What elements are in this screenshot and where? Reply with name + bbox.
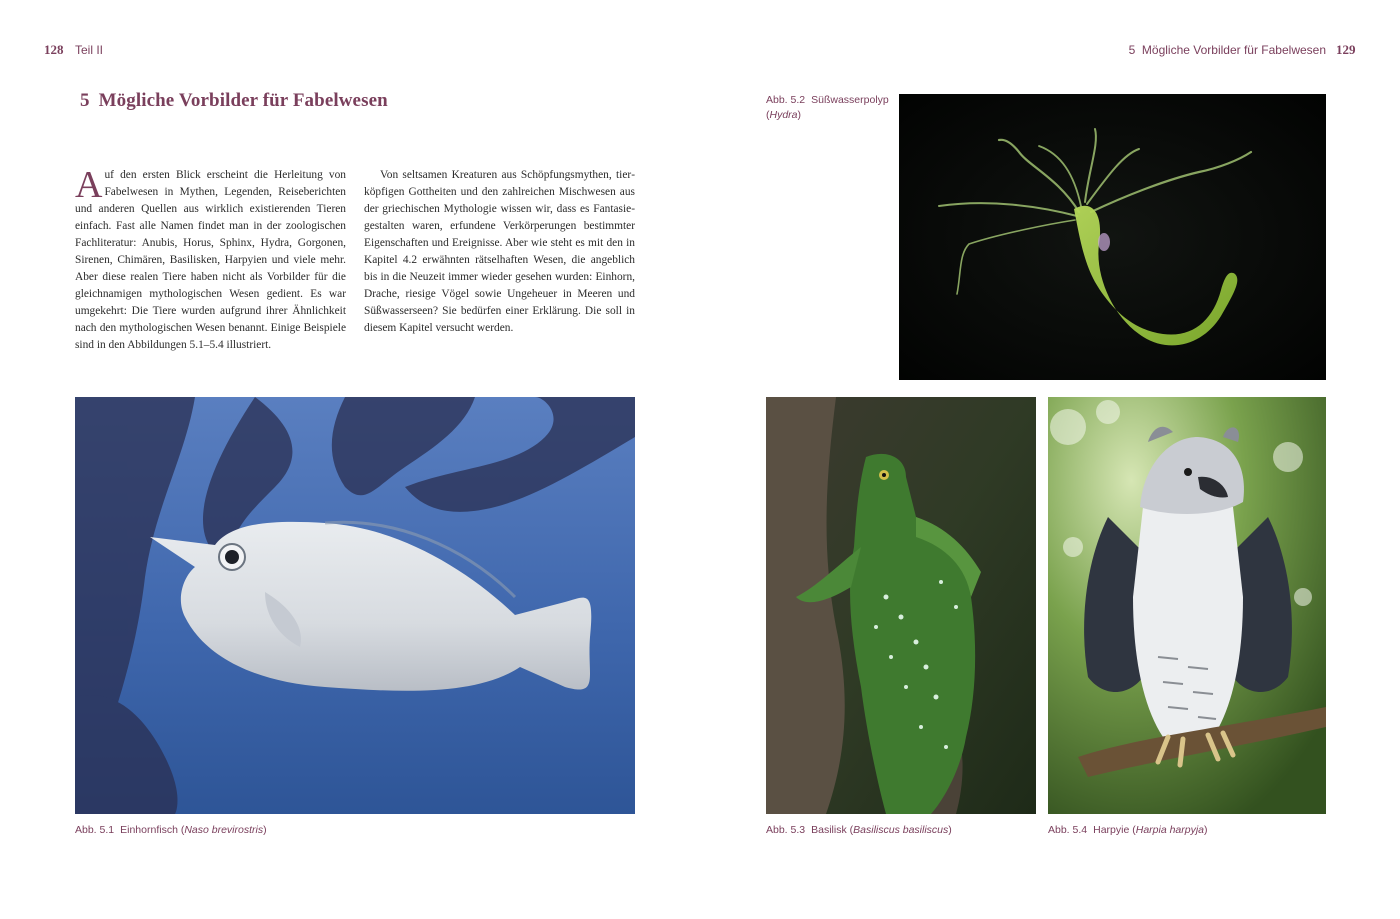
chapter-number: 5: [80, 90, 90, 111]
harpy-eagle-photo: [1048, 397, 1326, 814]
figure-caption-5-2: Abb. 5.2 Süßwasserpolyp (Hydra): [766, 94, 889, 121]
figure-caption-5-3: Abb. 5.3 Basilisk (Basiliscus basiliscus): [766, 824, 952, 836]
figure-label: Abb. 5.4: [1048, 824, 1088, 836]
figure-latin-name: Basiliscus basiliscus: [853, 824, 949, 836]
body-column-1: [75, 164, 346, 354]
figure-label: Abb. 5.3: [766, 824, 806, 836]
right-running-head: 5 Mögliche Vorbilder für Fabelwesen: [1128, 43, 1326, 57]
drop-cap: A: [75, 164, 103, 206]
right-page-number: 129: [1336, 42, 1356, 57]
left-running-head: Teil II: [75, 43, 104, 57]
figure-latin-name: Harpia harpyja: [1135, 824, 1205, 836]
left-page-number: 128: [44, 42, 64, 57]
figure-caption-5-4: Abb. 5.4 Harpyie (Harpia harpyja): [1048, 824, 1208, 836]
chapter-title-text: Mögliche Vorbilder für Fabelwesen: [98, 90, 388, 111]
figure-name: Einhornfisch: [120, 824, 178, 836]
basilisk-photo: [766, 397, 1036, 814]
figure-name: Harpyie: [1093, 824, 1130, 836]
chapter-title: [80, 90, 388, 112]
figure-name: Basilisk: [811, 824, 847, 836]
figure-caption-5-1: Abb. 5.1 Einhornfisch (Naso brevirostris): [75, 824, 267, 836]
figure-label: Abb. 5.1: [75, 824, 115, 836]
hydra-photo: [899, 94, 1326, 380]
body-column-2: [364, 167, 635, 337]
figure-label: Abb. 5.2: [766, 94, 806, 106]
column-2-text: Von seltsamen Kreaturen aus Schöpfungsmythen, tierköpfigen Gottheiten und den zahlreichen Mischwesen aus der griechischen Mythologie wissen wir, dass es Fantasiegestalten waren, erfundene Verkörperungen bestimmter Eigenschaften und Ereignisse. Aber wie steht es mit den in Kapitel 4.2 erwähnten rätselhaften Wesen, die angeblich bis in die Neuzeit immer wieder gesehen wurden: Einhorn, Drache, riesige Vögel sowie Ungeheuer in Meeren und Süßwasserseen? Sie bedürfen einer Erklärung. Die soll in diesem Kapitel versucht werden.: [364, 169, 635, 334]
figure-name: Süßwasserpolyp: [811, 94, 889, 106]
unicornfish-photo: [75, 397, 635, 814]
figure-latin-name: Naso brevirostris: [184, 824, 264, 836]
figure-latin-name: Hydra: [769, 109, 798, 121]
column-1-text: uf den ersten Blick erscheint die Herleitung von Fabelwesen in Mythen, Legenden, Reiseberichten und anderen Quellen aus wirklich existierenden Tieren einfach. Fast alle Namen findet man in der zoologischen Fachliteratur: Anubis, Horus, Sphinx, Hydra, Gorgonen, Sirenen, Chimären, Basilisken, Harpyien und viele mehr. Aber diese realen Tiere haben nicht als Vorbilder für die gleichnamigen mythologischen Wesen gedient. Es war umgekehrt: Die Tiere wurden aufgrund ihrer Ähnlichkeit nach den mythologischen Wesen benannt. Einige Beispiele sind in den Abbildungen 5.1–5.4 illustriert.: [75, 169, 346, 351]
